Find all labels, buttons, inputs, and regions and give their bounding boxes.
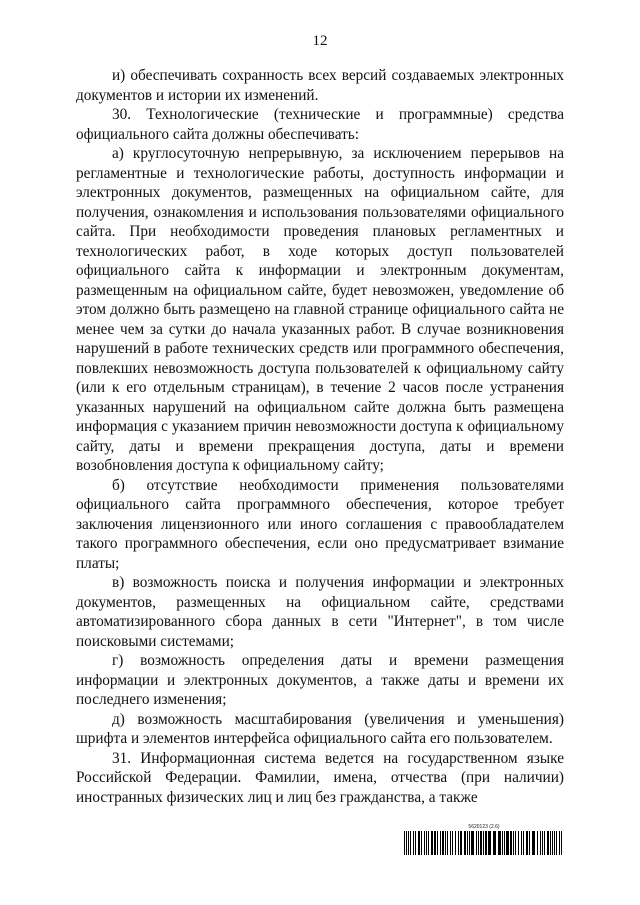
paragraph-b: б) отсутствие необходимости применения пользователями официального сайта программного обеспечения, которое требует заключения лицензионного или иного соглашения с правообладателем такого программного обеспечения, если оно предусматривает взимание платы; bbox=[76, 476, 564, 572]
paragraph-d: д) возможность масштабирования (увеличения и уменьшения) шрифта и элементов интерфейса официального сайта его пользователем. bbox=[76, 710, 564, 747]
document-body bbox=[76, 66, 564, 807]
barcode-code: 5620123 (2.6) bbox=[468, 824, 500, 830]
page-number: 12 bbox=[312, 33, 328, 49]
paragraph-a: а) круглосуточную непрерывную, за исключением перерывов на регламентные и технологические работы, доступность информации и электронных документов, размещенных на официальном сайте, для получения, ознакомления и использования пользователями официального сайта. При необходимости проведения плановых регламентных и технологических работ, в ходе которых доступ пользователей официального сайта к информации и электронным документам, размещенным на официальном сайте, будет невозможен, уведомление об этом должно быть размещено на главной странице официального сайта не менее чем за сутки до начала указанных работ. В случае возникновения нарушений в работе технических средств или программного обеспечения, повлекших невозможность доступа пользователей к официальному сайту (или к его отдельным страницам), в течение 2 часов после устранения указанных нарушений на официальном сайте должна быть размещена информация с указанием причин невозможности доступа к официальному сайту, даты и времени прекращения доступа, даты и времени возобновления доступа к официальному сайту; bbox=[76, 145, 564, 474]
paragraph-i: и) обеспечивать сохранность всех версий создаваемых электронных документов и истории их изменений. bbox=[76, 67, 564, 104]
paragraph-30: 30. Технологические (технические и программные) средства официального сайта должны обеспечивать: bbox=[76, 106, 564, 143]
barcode-icon bbox=[404, 831, 564, 855]
document-barcode bbox=[404, 824, 564, 855]
paragraph-g: г) возможность определения даты и времени размещения информации и электронных документов, а также даты и времени их последнего изменения; bbox=[76, 652, 564, 708]
paragraph-31: 31. Информационная система ведется на государственном языке Российской Федерации. Фамилии, имена, отчества (при наличии) иностранных физических лиц и лиц без гражданства, а также bbox=[76, 749, 564, 806]
paragraph-v: в) возможность поиска и получения информации и электронных документов, размещенных на официальном сайте, средствами автоматизированного сбора данных в сети "Интернет", в том числе поисковыми системами; bbox=[76, 574, 564, 650]
